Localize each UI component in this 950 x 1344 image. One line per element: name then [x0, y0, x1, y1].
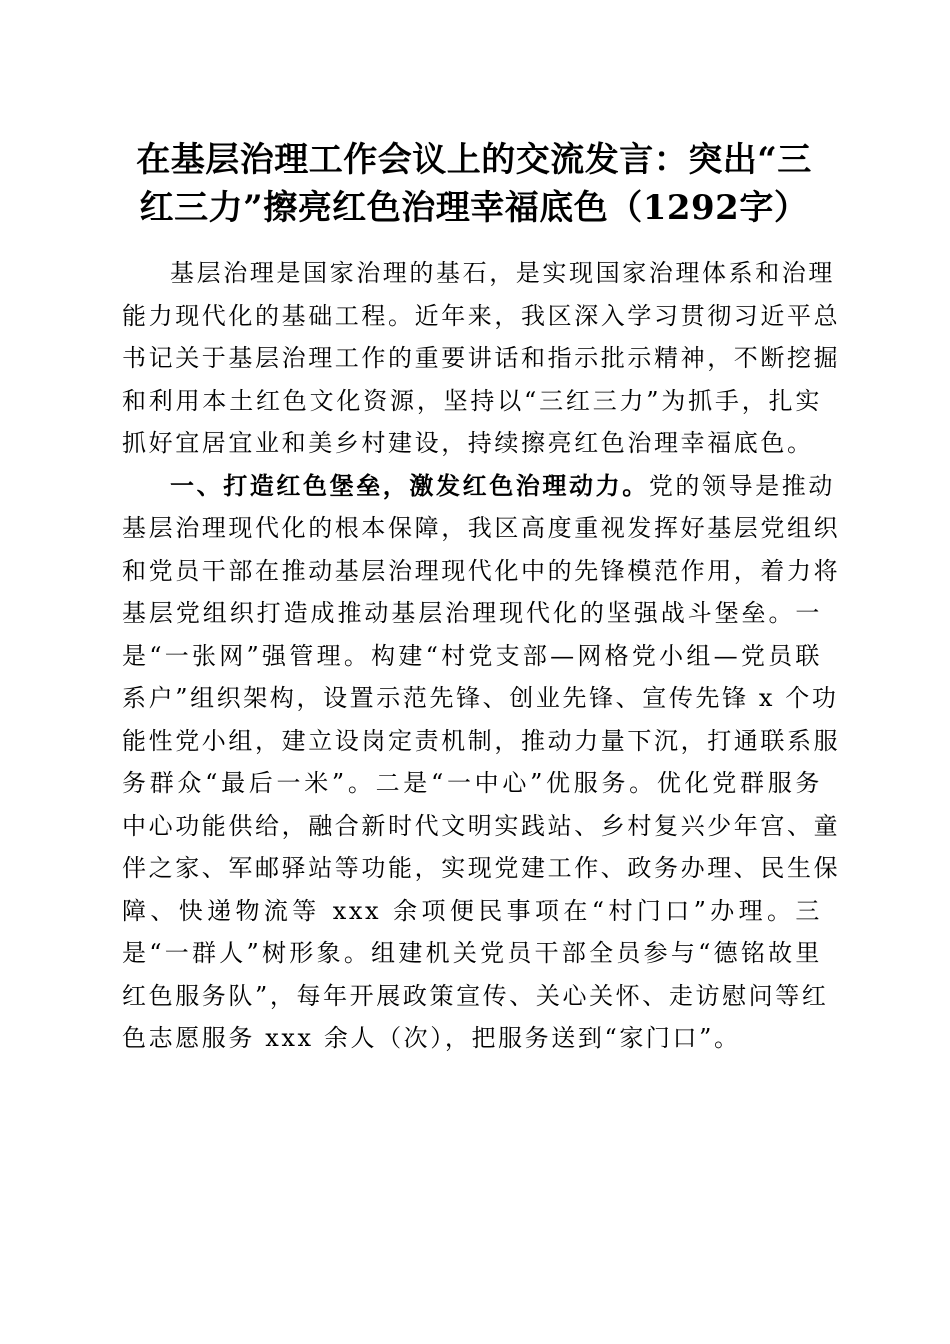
paragraph-2-line: 色志愿服务 xxx 余人（次），把服务送到“家门口”。 — [122, 1024, 741, 1052]
title-line-2: 红三力”擦亮红色治理幸福底色（1292字） — [139, 188, 809, 228]
document-title — [118, 136, 830, 232]
paragraph-1-line: 书记关于基层治理工作的重要讲话和指示批示精神，不断挖掘 — [122, 344, 841, 372]
paragraph-2-line: 系户”组织架构，设置示范先锋、创业先锋、宣传先锋 x 个功 — [122, 684, 839, 712]
paragraph-1-line: 能力现代化的基础工程。近年来，我区深入学习贯彻习近平总 — [122, 301, 841, 330]
paragraph-2-line: 务群众“最后一米”。二是“一中心”优服务。优化党群服务 — [122, 769, 822, 797]
paragraph-1-line: 基层治理是国家治理的基石，是实现国家治理体系和治理 — [170, 259, 835, 287]
paragraph-2-line: 障、快递物流等 xxx 余项便民事项在“村门口”办理。三 — [122, 896, 822, 925]
paragraph-2-line: 基层党组织打造成推动基层治理现代化的坚强战斗堡垒。一 — [122, 599, 822, 627]
paragraph-2-first-line — [122, 465, 836, 508]
paragraph-1-line: 和利用本土红色文化资源，坚持以“三红三力”为抓手，扎实 — [122, 386, 822, 415]
paragraph-1-line: 抓好宜居宜业和美乡村建设，持续擦亮红色治理幸福底色。 — [122, 429, 814, 457]
paragraph-2-line: 伴之家、军邮驿站等功能，实现党建工作、政务办理、民生保 — [122, 854, 841, 882]
document-body — [122, 252, 841, 1060]
paragraph-2-line: 是“一张网”强管理。构建“村党支部—网格党小组—党员联 — [122, 641, 822, 670]
paragraph-2-line: 是“一群人”树形象。组建机关党员干部全员参与“德铭故里 — [122, 939, 822, 967]
paragraph-2-line: 红色服务队”，每年开展政策宣传、关心关怀、走访慰问等红 — [122, 981, 829, 1010]
paragraph-2-line: 能性党小组，建立设岗定责机制，推动力量下沉，打通联系服 — [122, 726, 841, 755]
paragraph-2-line: 中心功能供给，融合新时代文明实践站、乡村复兴少年宫、童 — [122, 811, 841, 840]
paragraph-2-line: 基层治理现代化的根本保障，我区高度重视发挥好基层党组织 — [122, 514, 841, 542]
title-line-1: 在基层治理工作会议上的交流发言：突出“三 — [136, 140, 812, 180]
paragraph-2-first-line-text: 党的领导是推动 — [648, 471, 836, 500]
paragraph-2-line: 和党员干部在推动基层治理现代化中的先锋模范作用，着力将 — [122, 556, 841, 585]
section-heading: 一、打造红色堡垒，激发红色治理动力。 — [170, 471, 649, 500]
